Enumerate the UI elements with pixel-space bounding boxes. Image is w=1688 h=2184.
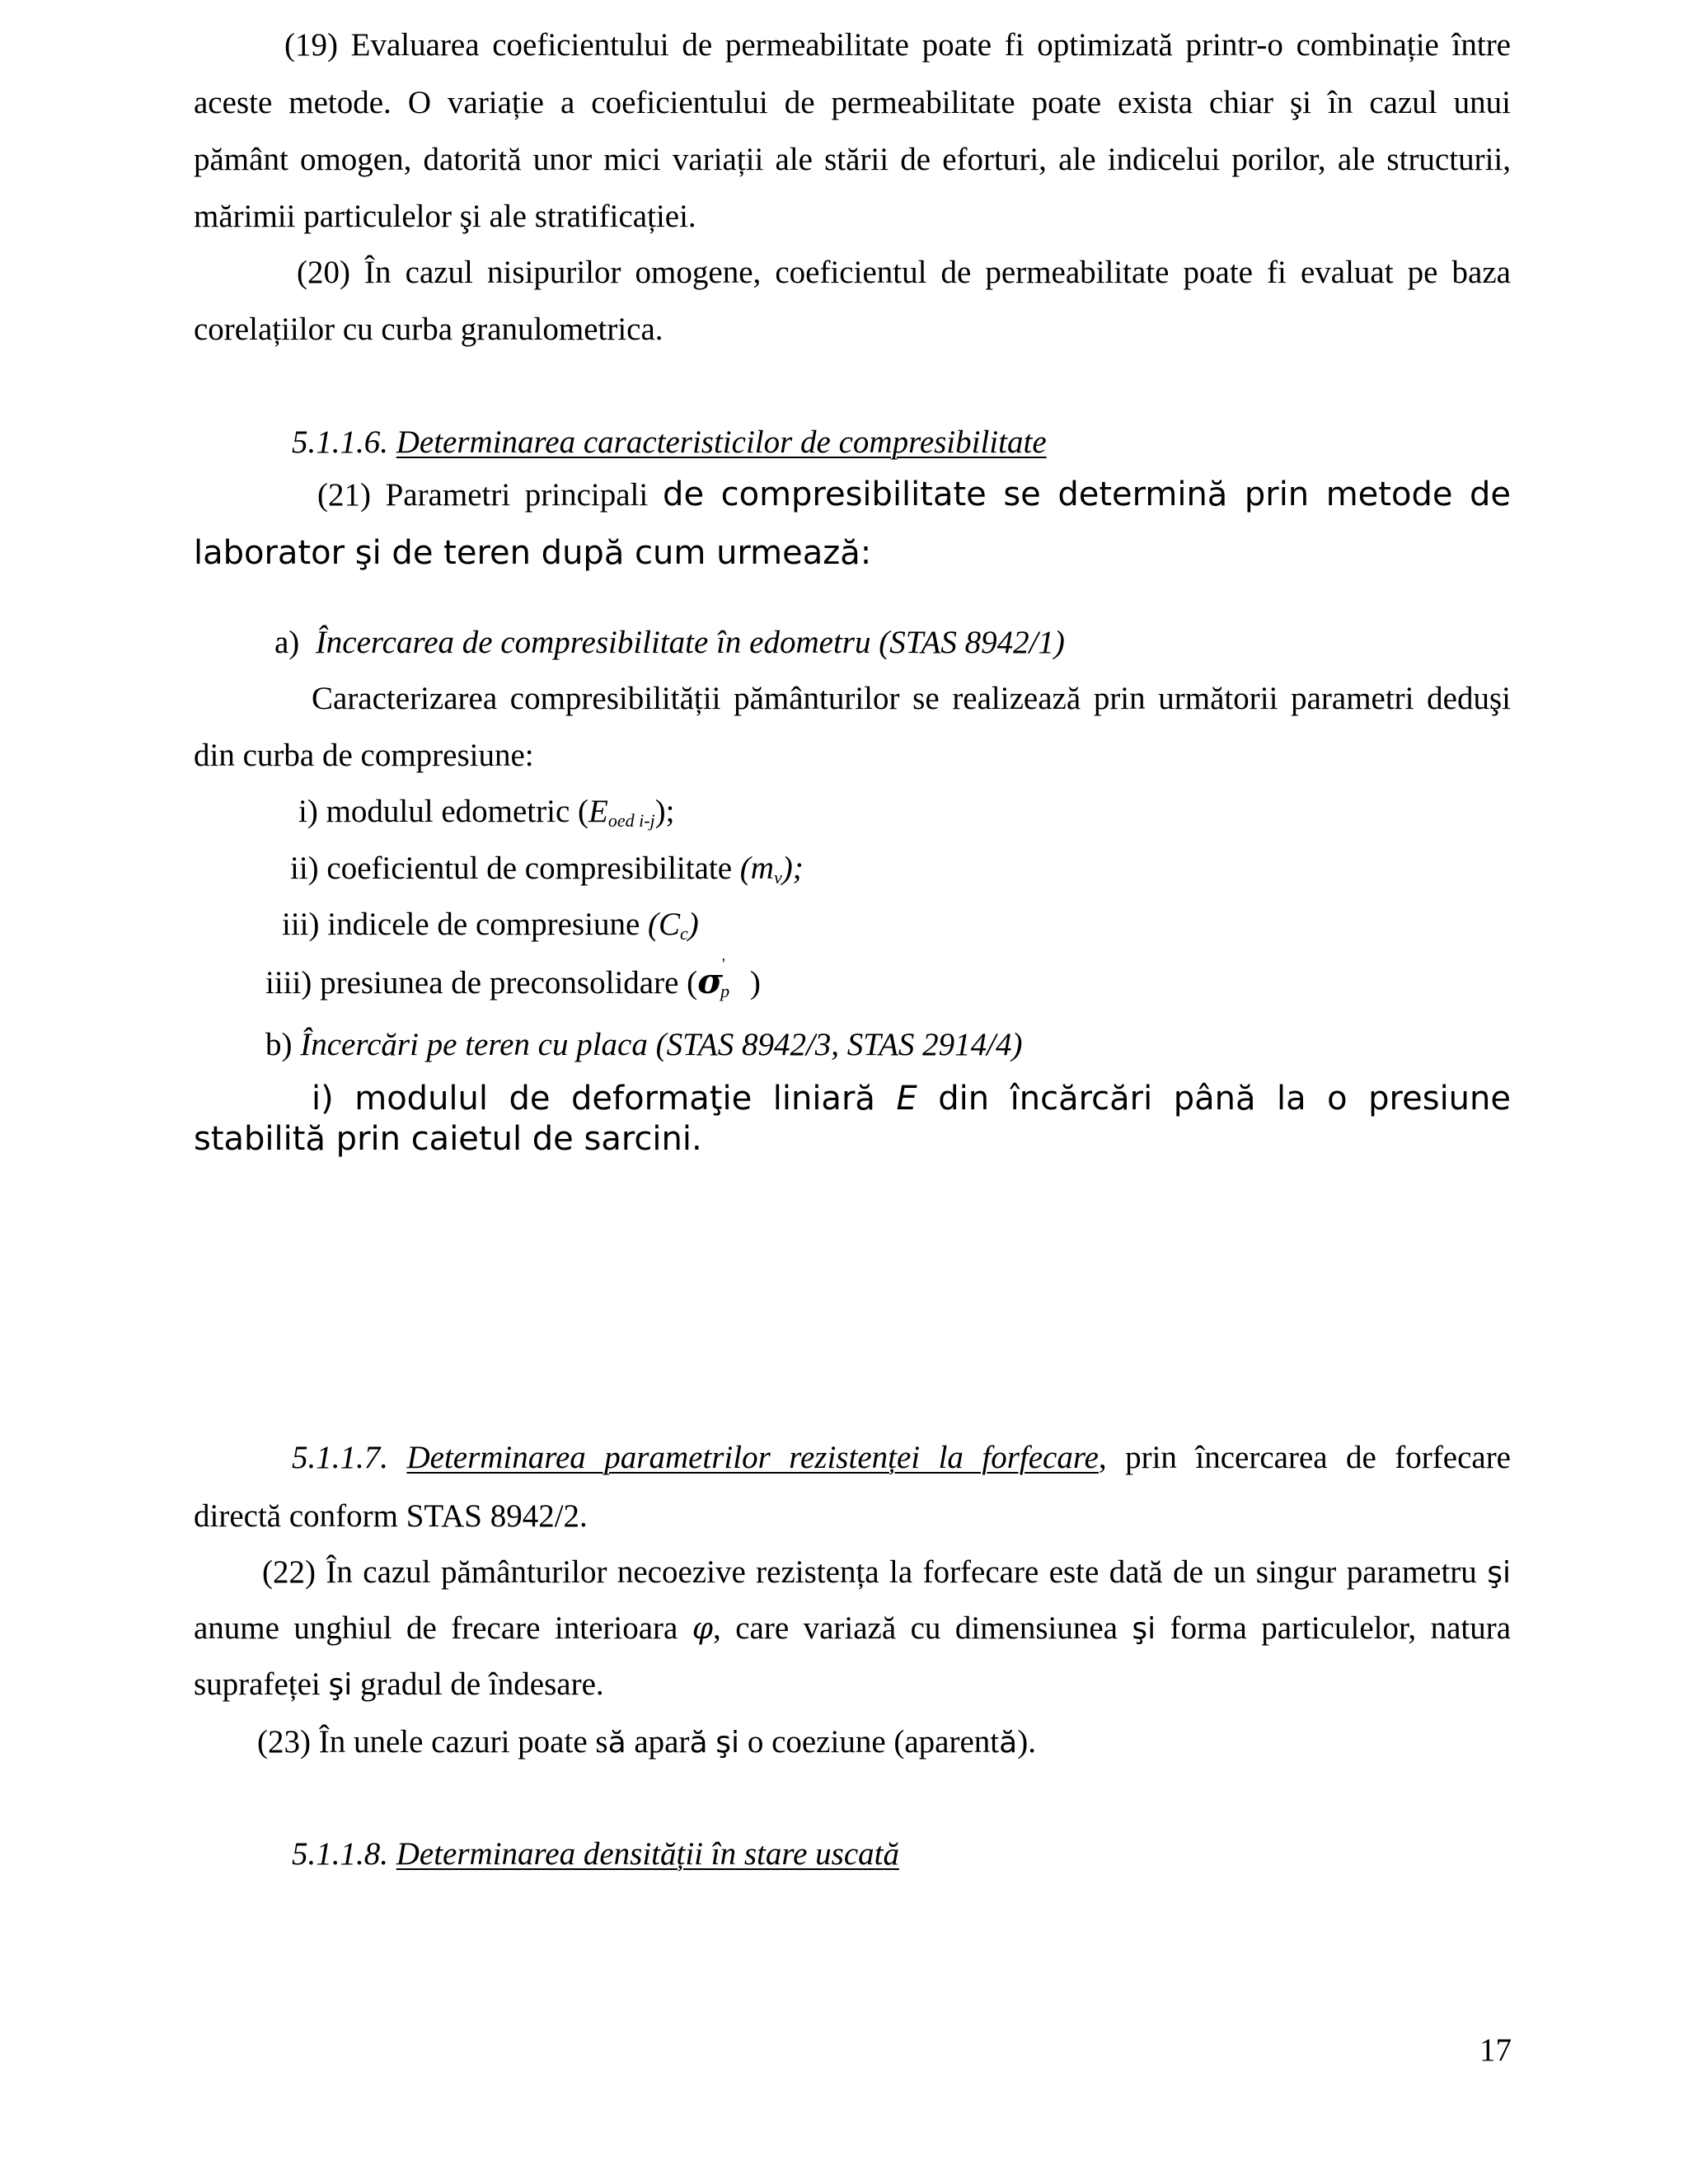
item-b-heading [265, 1029, 1023, 1061]
item-b-i-line2: stabilită prin caietul de sarcini. [194, 1120, 702, 1158]
item-a-heading [274, 626, 1065, 658]
section-5117-number: 5.1.1.7. [292, 1440, 388, 1475]
p21-sans-part: de compresibilitate se determină prin metode de [663, 476, 1511, 513]
p23-a2: ă [999, 1726, 1018, 1760]
section-5116-number: 5.1.1.6. [292, 424, 388, 460]
p22-line3-a: suprafeței [194, 1666, 321, 1702]
sub-item-ii-subscript: v [773, 867, 782, 888]
item-a-title: Încercarea de compresibilitate în edometru (STAS 8942/1) [315, 625, 1065, 660]
p23-d: ). [1017, 1724, 1036, 1760]
item-b-i-part2: din încărcări până la o presiune [938, 1080, 1511, 1118]
p19-line2: aceste metode. O variație a coeficientului de permeabilitate poate exista chiar şi în cazul unui [194, 85, 1511, 120]
p21-line2: laborator şi de teren după cum urmează: [194, 534, 872, 572]
p23 [257, 1726, 1036, 1758]
sub-item-i-end: ); [654, 794, 675, 829]
p23-sa: ă [607, 1726, 626, 1760]
p22-line2-a: anume unghiul de frecare interioara [194, 1610, 678, 1646]
p22-line1-si: şi [1487, 1556, 1512, 1590]
p23-apara: ă [689, 1726, 708, 1760]
p22-line2 [194, 1612, 1511, 1644]
p22-line2-b: , care variază cu dimensiunea [713, 1610, 1118, 1646]
sub-item-iii [282, 908, 699, 943]
p23-si: şi [715, 1726, 740, 1760]
sigma-p-prime-symbol [697, 955, 742, 1001]
p20-line1: (20) În cazul nisipurilor omogene, coeficientul de permeabilitate poate fi evaluat pe baza [297, 255, 1511, 290]
item-b-marker: b) [265, 1027, 293, 1062]
p19-line1: (19) Evaluarea coeficientului de permeabilitate poate fi optimizată printr-o combinație între [284, 27, 1511, 63]
item-b-i-symbol: E [896, 1080, 917, 1118]
p23-a: (23) În unele cazuri poate s [257, 1724, 608, 1760]
section-5118-heading [292, 1838, 899, 1870]
p20-line2: corelațiilor cu curba granulometrica. [194, 312, 663, 347]
phi-symbol: φ [692, 1612, 714, 1646]
sub-item-iii-symbol: (C [648, 907, 681, 942]
sub-item-i-subscript: oed i-j [607, 810, 655, 831]
item-a-marker: a) [274, 625, 300, 660]
sub-item-i [298, 795, 674, 830]
sub-item-i-symbol: E [588, 794, 608, 829]
p22-line2-si: şi [1132, 1612, 1156, 1646]
sigma-subscript: p [720, 981, 730, 1001]
section-5117-title: Determinarea parametrilor rezistenței la forfecare [406, 1440, 1099, 1475]
p19-line4: mărimii particulelor şi ale stratificației. [194, 199, 696, 234]
item-b-i-line1 [312, 1080, 1511, 1118]
p21-line1 [317, 478, 1511, 511]
item-a-text-line1: Caracterizarea compresibilității pământurilor se realizează prin următorii parametri deduşi [312, 681, 1511, 716]
p22-line3 [194, 1668, 604, 1700]
p23-b: apar [626, 1724, 690, 1760]
item-a-text-line2: din curba de compresiune: [194, 738, 534, 773]
p22-line2-c: forma particulelor, natura [1170, 1610, 1512, 1646]
sub-item-iiii-end: ) [742, 965, 761, 1001]
p23-c: o coeziune (aparent [739, 1724, 1000, 1760]
sub-item-ii-text: ii) coeficientul de compresibilitate [290, 851, 740, 886]
p21-serif-part: (21) Parametri principali [317, 477, 649, 513]
p22-line1-text: (22) În cazul pământurilor necoezive rezistența la forfecare este dată de un singur parametru [262, 1554, 1477, 1590]
sigma-prime: ' [722, 955, 725, 973]
sub-item-ii-end: ); [781, 851, 804, 886]
section-5118-number: 5.1.1.8. [292, 1836, 388, 1872]
section-5117-heading [292, 1441, 1511, 1474]
section-5116-heading [292, 426, 1047, 458]
p22-line3-b: gradul de îndesare. [360, 1666, 604, 1702]
sub-item-iii-end: ) [687, 907, 699, 942]
sub-item-iii-subscript: c [680, 923, 688, 944]
sub-item-i-text: i) modulul edometric ( [298, 794, 588, 829]
section-5118-title: Determinarea densității în stare uscată [396, 1836, 899, 1872]
section-5117-line2: directă conform STAS 8942/2. [194, 1498, 588, 1534]
item-b-title: Încercări pe teren cu placa (STAS 8942/3, STAS 2914/4) [300, 1027, 1023, 1062]
sub-item-iiii [265, 955, 761, 1001]
item-b-i-part1: i) modulul de deformaţie liniară [312, 1080, 875, 1118]
p22-line1 [262, 1556, 1511, 1588]
page-number: 17 [1479, 2032, 1512, 2068]
sub-item-ii-symbol: (m [739, 851, 774, 886]
sub-item-ii [290, 852, 804, 887]
sub-item-iiii-text: iiii) presiunea de preconsolidare ( [265, 965, 698, 1001]
sigma-glyph: σ [697, 961, 724, 1001]
section-5116-title: Determinarea caracteristicilor de compresibilitate [396, 424, 1047, 460]
section-5117-title-suffix: , prin încercarea de forfecare [1098, 1440, 1511, 1475]
p22-line3-si: şi [328, 1668, 353, 1702]
sub-item-iii-text: iii) indicele de compresiune [282, 907, 649, 942]
p19-line3: pământ omogen, datorită unor mici variații ale stării de eforturi, ale indicelui porilor, ale structurii, [194, 142, 1511, 177]
